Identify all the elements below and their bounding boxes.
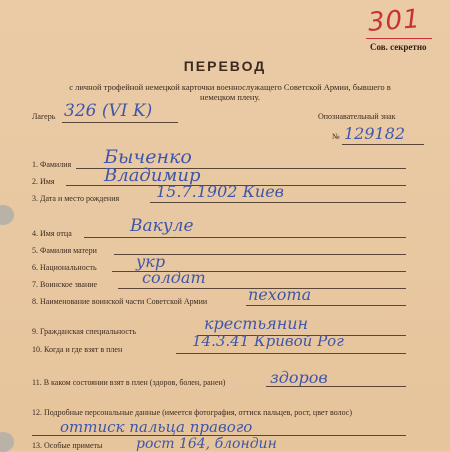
field-value: Быченко <box>104 146 192 168</box>
field-line <box>266 386 406 387</box>
camp-line <box>62 122 178 123</box>
field-value: здоров <box>270 368 328 387</box>
field-line <box>150 202 406 203</box>
field-value: крестьянин <box>204 314 309 333</box>
id-tag-prefix: № <box>332 132 340 141</box>
field-label: 6. Национальность <box>32 263 97 272</box>
id-tag-line <box>342 144 424 145</box>
field-value: оттиск пальца правого <box>60 418 253 436</box>
punch-hole <box>0 432 14 452</box>
field-label: 9. Гражданская специальность <box>32 327 137 336</box>
page-subtitle: с личной трофейной немецкой карточки военнослужащего Советской Армии, бывшего в немецком плену. <box>69 82 391 102</box>
punch-hole <box>0 205 14 225</box>
field-line <box>84 237 406 238</box>
archive-number: 301 <box>367 4 422 38</box>
field-label: 11. В каком состоянии взят в плен (здоров, болен, ранен) <box>32 378 226 387</box>
camp-value: 326 (VI K) <box>64 101 153 121</box>
field-value: рост 164, блондин <box>136 436 277 452</box>
archive-underline <box>366 38 432 39</box>
field-label: 12. Подробные персональные данные (имеется фотография, оттиск пальцев, рост, цвет волос) <box>32 408 352 417</box>
field-label: 2. Имя <box>32 177 55 186</box>
field-label: 4. Имя отца <box>32 229 72 238</box>
field-label: 13. Особые приметы <box>32 441 103 450</box>
field-value: укр <box>136 252 166 271</box>
field-value: 14.3.41 Кривой Рог <box>192 332 344 350</box>
field-label: 5. Фамилия матери <box>32 246 97 255</box>
id-tag-label: Опознавательный знак <box>318 112 396 121</box>
field-label: 7. Воинское звание <box>32 280 98 289</box>
field-label: 3. Дата и место рождения <box>32 194 120 203</box>
secrecy-mark: Сов. секретно <box>370 42 427 52</box>
field-line <box>176 353 406 354</box>
field-label: 8. Наименование воинской части Советской Армии <box>32 297 208 306</box>
camp-label: Лагерь <box>32 112 56 121</box>
field-value: 15.7.1902 Киев <box>156 182 284 201</box>
field-value: солдат <box>142 268 206 287</box>
field-value: пехота <box>248 285 312 304</box>
field-line <box>246 305 406 306</box>
field-value: Вакуле <box>130 216 194 236</box>
id-tag-value: 129182 <box>344 124 406 143</box>
field-label: 1. Фамилия <box>32 160 72 169</box>
field-value: Владимир <box>104 165 201 186</box>
page-title: ПЕРЕВОД <box>183 58 267 74</box>
field-label: 10. Когда и где взят в плен <box>32 345 123 354</box>
